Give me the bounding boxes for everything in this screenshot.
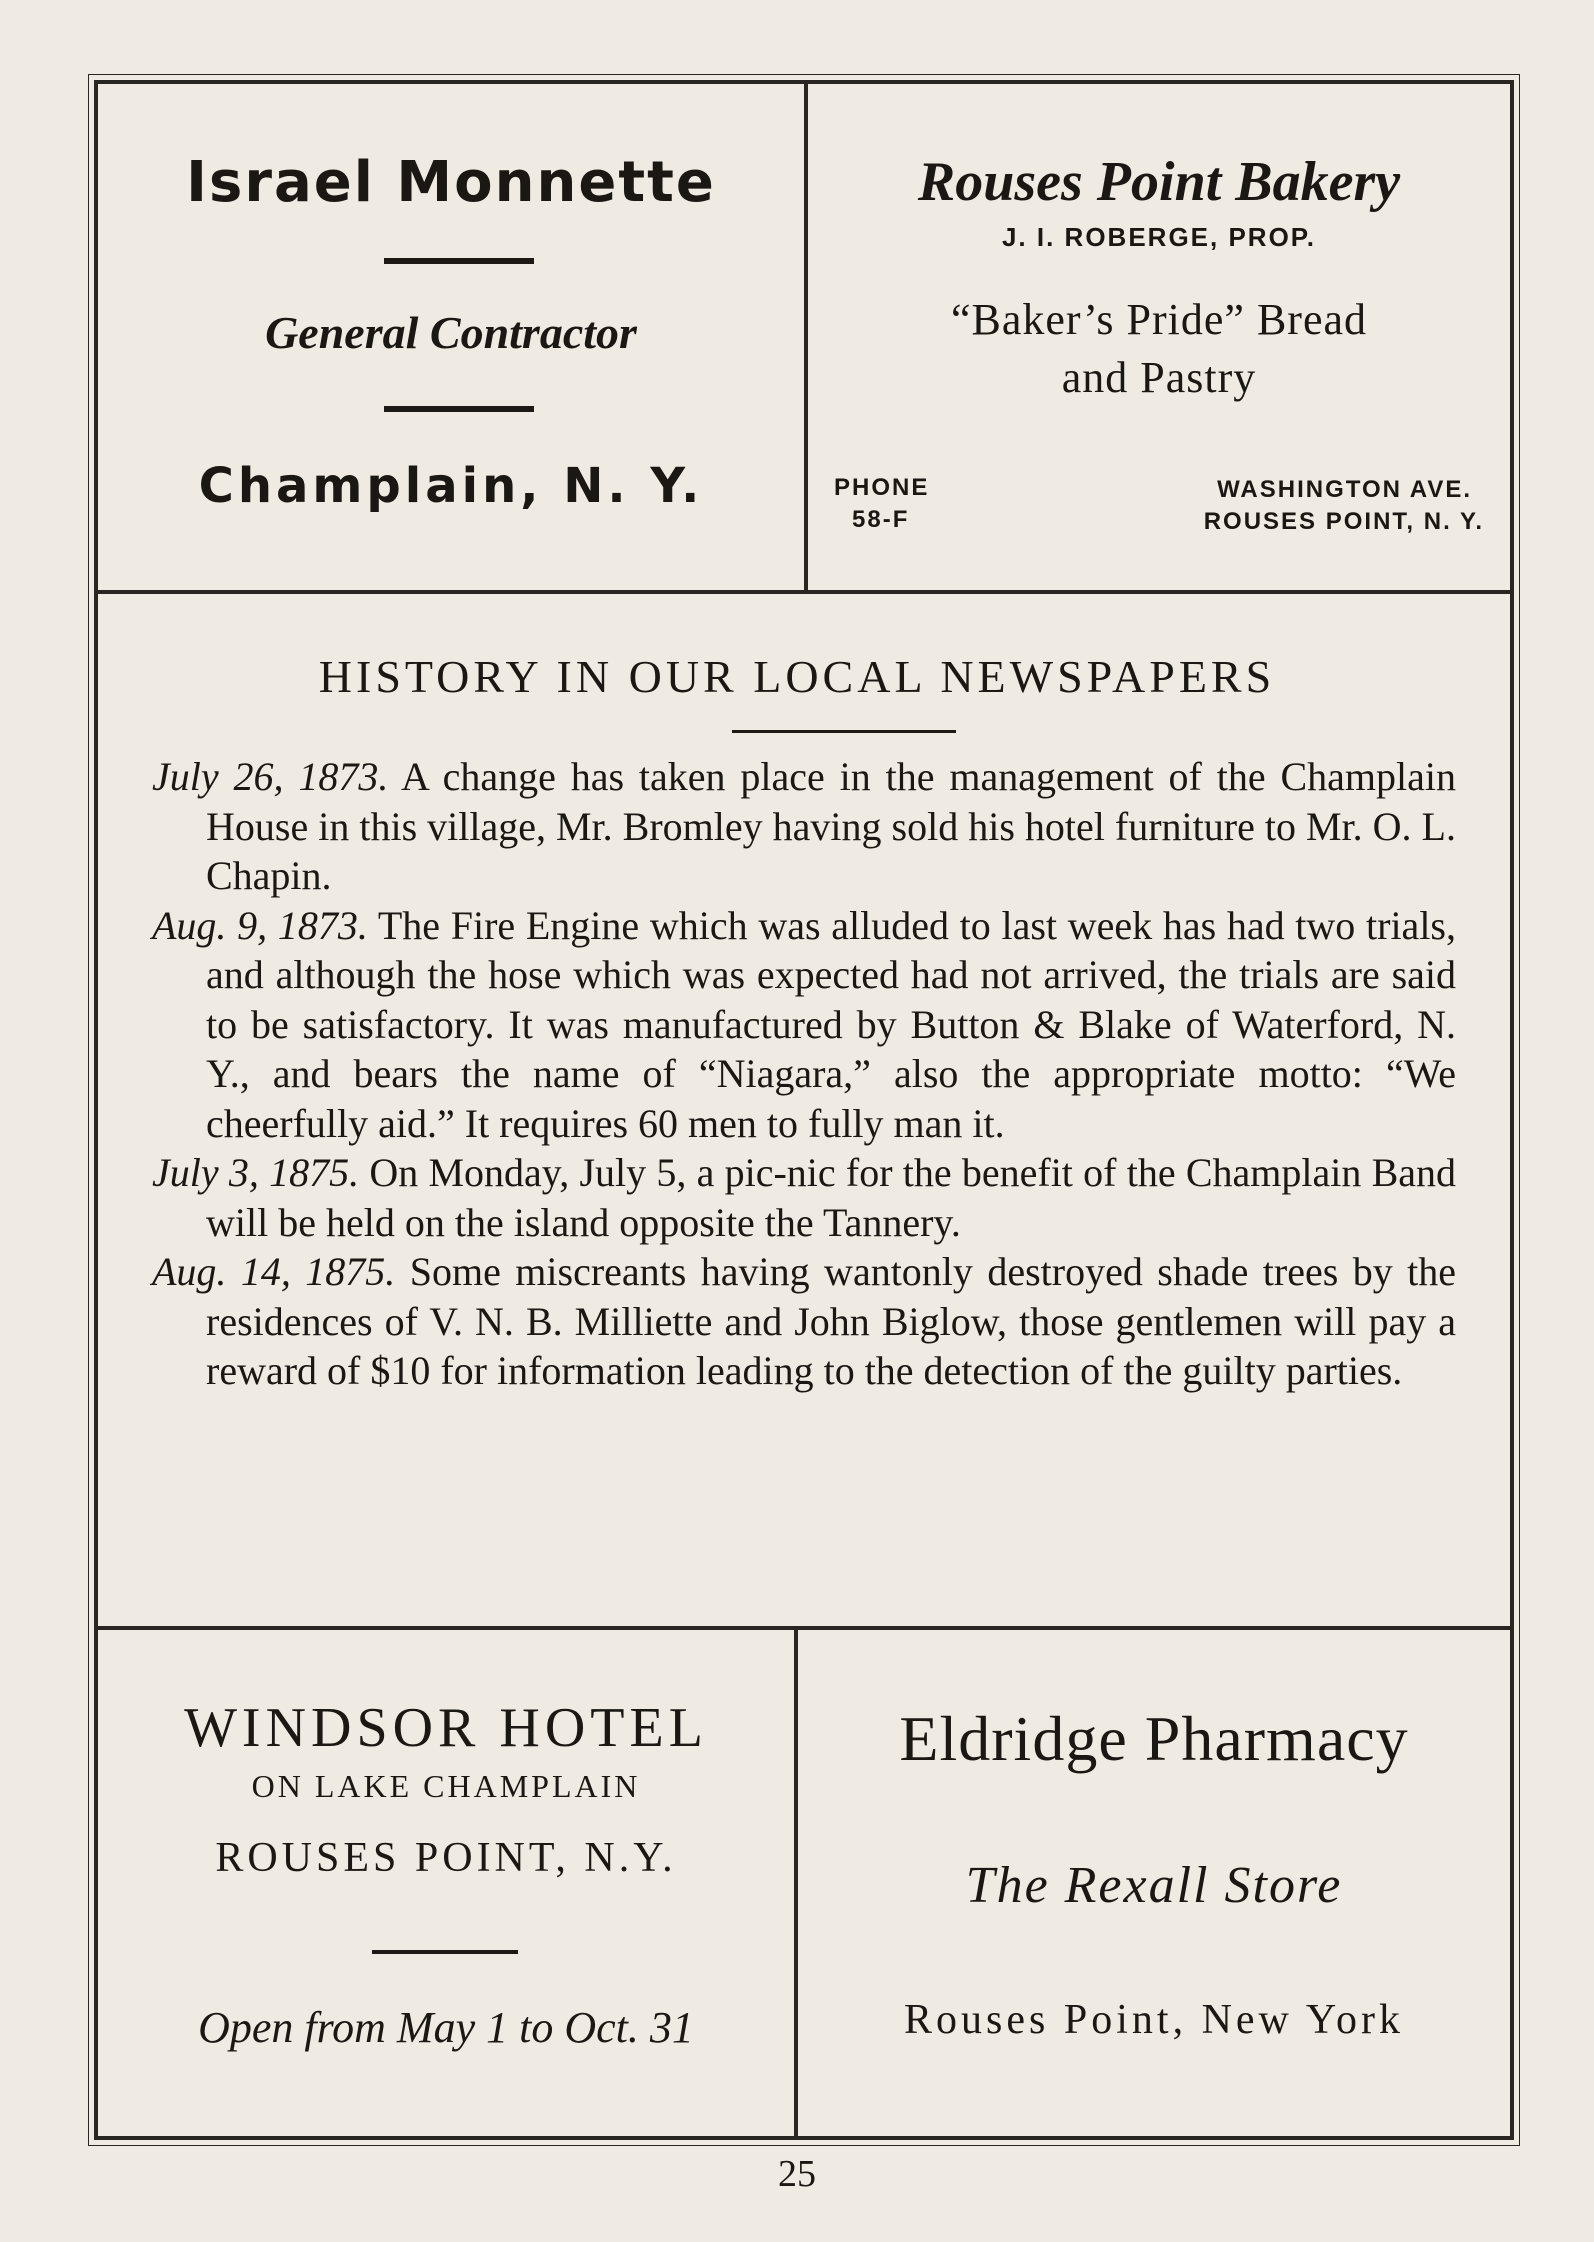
bakery-product-line2: and Pastry: [1061, 353, 1257, 402]
windsor-ad: [98, 1630, 794, 2136]
monnette-dash-1: [384, 258, 534, 264]
monnette-location: Champlain, N. Y.: [198, 458, 704, 514]
eldridge-location: Rouses Point, New York: [904, 1997, 1404, 2043]
entry-text: The Fire Engine which was alluded to last week has had two trials, and although the hose which was expected had not arrived, the trials are said to be satisfactory. It was manufactured by Button & Blake of Waterford, N. Y., and bears the name of “Niagara,” also the appropriate motto: “We cheerfully aid.” It requires 60 men to fully man it.: [206, 902, 1456, 1146]
page-number: 25: [778, 2153, 816, 2195]
bakery-address-line1: WASHINGTON AVE.: [1217, 476, 1472, 503]
monnette-ad: [98, 84, 804, 590]
windsor-location: ROUSES POINT, N.Y.: [215, 1835, 677, 1881]
entry-date: July 3, 1875.: [152, 1150, 360, 1195]
history-title: HISTORY IN OUR LOCAL NEWSPAPERS: [318, 651, 1276, 702]
monnette-name: Israel Monnette: [186, 150, 716, 215]
bakery-proprietor: J. I. ROBERGE, PROP.: [1001, 222, 1317, 252]
eldridge-ad: [798, 1630, 1510, 2136]
entry-text: Some miscreants having wantonly destroyed shade trees by the residences of V. N. B. Milliette and John Biglow, those gentlemen will pay a reward of $10 for information leading to the detection of the guilty parties.: [206, 1249, 1457, 1393]
eldridge-tagline: The Rexall Store: [965, 1857, 1343, 1914]
bakery-address-line2: ROUSES POINT, N. Y.: [1203, 508, 1484, 535]
windsor-season: Open from May 1 to Oct. 31: [198, 2003, 694, 2052]
entry-date: Aug. 14, 1875.: [152, 1249, 396, 1294]
history-entry: [152, 752, 1456, 901]
bakery-product-line1: “Baker’s Pride” Bread: [950, 295, 1368, 344]
bakery-phone-number: 58-F: [852, 506, 910, 533]
eldridge-name: Eldridge Pharmacy: [899, 1703, 1409, 1774]
entry-text: On Monday, July 5, a pic-nic for the benefit of the Champlain Band will be held on the island opposite the Tannery.: [206, 1150, 1457, 1245]
windsor-subtitle: ON LAKE CHAMPLAIN: [251, 1768, 641, 1804]
history-entry: [152, 1247, 1456, 1396]
bakery-ad: [808, 84, 1510, 590]
top-divider: [98, 590, 1510, 594]
history-entry: [152, 1148, 1456, 1247]
windsor-name: WINDSOR HOTEL: [184, 1697, 708, 1759]
history-entries: [152, 752, 1456, 1396]
history-entry: [152, 901, 1456, 1149]
monnette-dash-2: [384, 406, 534, 412]
windsor-dash: [372, 1950, 518, 1954]
bakery-phone-label: PHONE: [834, 474, 930, 501]
monnette-trade: General Contractor: [265, 307, 637, 358]
history-title-rule: [732, 730, 956, 733]
entry-date: July 26, 1873.: [152, 754, 389, 799]
entry-date: Aug. 9, 1873.: [152, 902, 368, 948]
bakery-name: Rouses Point Bakery: [917, 151, 1401, 213]
entry-text: A change has taken place in the management of the Champlain House in this village, Mr. Bromley having sold his hotel furniture to Mr. O. L. Chapin.: [206, 754, 1457, 898]
